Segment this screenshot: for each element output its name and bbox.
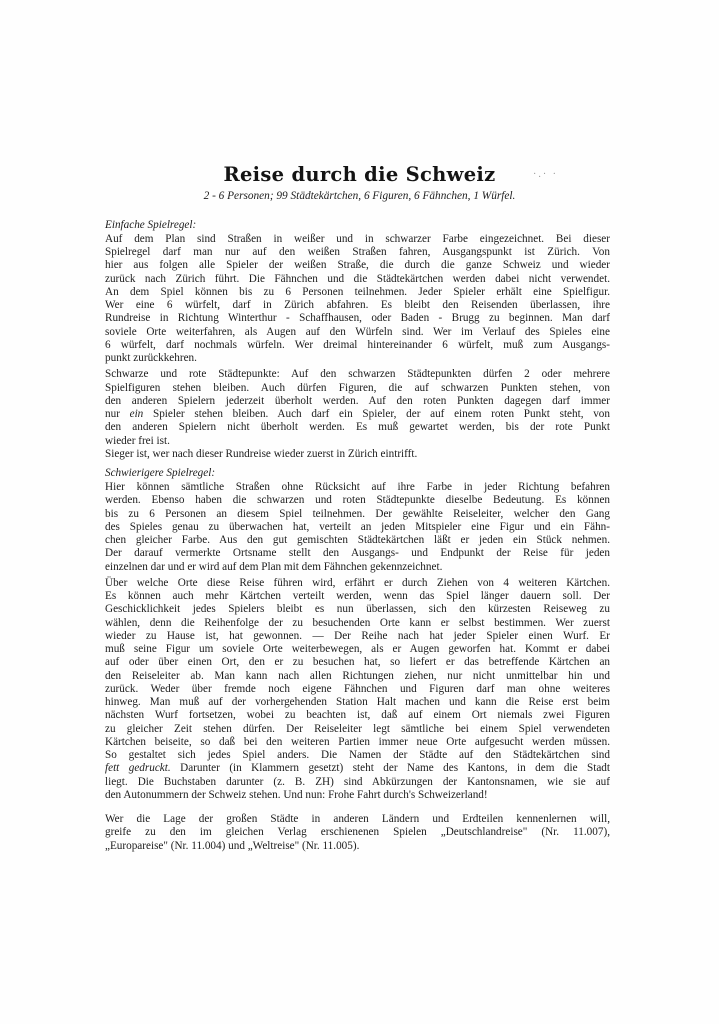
text-line: nächsten Wurf fortsetzen, wobei zu beachten ist, daß auf einem Ort niemals zwei Figuren	[105, 709, 610, 722]
paragraph	[105, 481, 610, 574]
scan-mark: ·.· ·	[533, 169, 558, 180]
paragraph	[105, 368, 610, 448]
closing-paragraph	[105, 813, 610, 853]
text-line: muß seine Figur um soviele Orte weiterbewegen, als er Augen geworfen hat. Kommt er dabei	[105, 643, 610, 656]
text-line: werden. Ebenso haben die schwarzen und roten Städtepunkte dieselbe Bedeutung. Es können	[105, 494, 610, 507]
text-line: Wer eine 6 würfelt, darf in Zürich abfahren. Es bleibt den Reisenden überlassen, ihre	[105, 299, 610, 312]
text-line: punkt zurückkehren.	[105, 352, 197, 365]
section-heading-simple-rules: Einfache Spielregel:	[105, 219, 197, 231]
paragraph	[105, 233, 610, 366]
text-line: Sieger ist, wer nach dieser Rundreise wieder zuerst in Zürich eintrifft.	[105, 447, 418, 460]
text-line: 6 würfelt, darf nochmals würfeln. Wer dreimal hintereinander 6 würfelt, muß zum Ausgangs-	[105, 338, 610, 351]
text-line: fett gedruckt. Darunter (in Klammern gesetzt) steht der Name des Kantons, in dem die Stadt	[105, 762, 610, 775]
text-line: So gestaltet sich jedes Spiel anders. Die Namen der Städte auf den Städtekärtchen sind	[105, 749, 610, 762]
text-line: zurück. Weder über fremde noch eigene Fähnchen und Figuren darf man ohne weiteres	[105, 682, 610, 695]
text-line: Es können auch mehr Kärtchen verteilt werden, wenn das Spiel länger dauern soll. Der	[105, 590, 610, 603]
text-line: Geschicklichkeit jedes Spielers bleibt es nun überlassen, sich den kürzesten Reiseweg zu	[105, 603, 610, 616]
text-line: Kärtchen beiseite, so daß bei den weiteren Partien immer neue Orte aufgesucht werden müssen.	[105, 735, 610, 748]
text-line: den anderen Spielern nicht überholt werden. Es muß gewartet werden, bis der rote Punkt	[105, 421, 610, 434]
text-line: zurück nach Zürich führt. Die Fähnchen und die Städtekärtchen werden dabei nicht verwendet.	[105, 272, 610, 285]
text-line: wieder zu Hause ist, hat gewonnen. — Der Reihe nach hat jeder Spieler einen Wurf. Er	[105, 629, 610, 642]
text-line: nur ein Spieler stehen bleiben. Auch darf ein Spieler, der auf einem roten Punkt steht, von	[105, 408, 610, 421]
text-line: bis zu 6 Personen an diesem Spiel teilnehmen. Der gewählte Reiseleiter, welcher den Gang	[105, 507, 610, 520]
text-line: Über welche Orte diese Reise führen wird, erfährt er durch Ziehen von 4 weiteren Kärtchen.	[105, 576, 610, 589]
text-line: An dem Spiel können bis zu 6 Personen teilnehmen. Jeder Spieler erhält eine Spielfigur.	[105, 285, 610, 298]
text-line: soviele Orte weiterfahren, als Augen auf den Würfeln sind. Wer im Verlauf des Spieles eine	[105, 325, 610, 338]
text-line: Auf dem Plan sind Straßen in weißer und in schwarzer Farbe eingezeichnet. Bei dieser	[105, 232, 610, 245]
text-line: einzelnen dar und er wird auf dem Plan mit dem Fähnchen gekennzeichnet.	[105, 560, 443, 573]
text-line: „Europareise" (Nr. 11.004) und „Weltreise" (Nr. 11.005).	[105, 839, 360, 852]
text-line: den anderen Spielern jederzeit überholt werden. Auf den roten Punkten dagegen darf immer	[105, 394, 610, 407]
text-line: hinweg. Man muß auf der vorhergehenden Station Halt machen und kann die Reise erst beim	[105, 696, 610, 709]
text-line: chen gleicher Farbe. Aus den gut gemischten Städtekärtchen läßt er jeden ein Stück nehmen.	[105, 534, 610, 547]
text-line: wieder frei ist.	[105, 434, 170, 447]
text-line: greife zu den im gleichen Verlag erschienenen Spielen „Deutschlandreise" (Nr. 11.007),	[105, 826, 610, 839]
text-line: hier aus folgen alle Spieler der weißen Straße, die durch die ganze Schweiz und wieder	[105, 259, 610, 272]
text-line: Der darauf vermerkte Ortsname stellt den Ausgangs- und Endpunkt der Reise für jeden	[105, 547, 610, 560]
text-line: Rundreise in Richtung Winterthur - Schaffhausen, oder Baden - Brugg zu beginnen. Man darf	[105, 312, 610, 325]
paragraph	[105, 448, 610, 461]
text-line: wählen, denn die Reihenfolge der zu besuchenden Orte kann er selbst bestimmen. Wer zuerst	[105, 616, 610, 629]
text-line: zu gleicher Zeit stehen dürfen. Der Reiseleiter legt sämtliche bei einem Spiel verwendeten	[105, 722, 610, 735]
text-line: Hier können sämtliche Straßen ohne Rücksicht auf ihre Farbe in jeder Richtung befahren	[105, 481, 610, 494]
text-line: Spielfiguren stehen bleiben. Auch dürfen Figuren, die auf schwarzen Punkten stehen, von	[105, 381, 610, 394]
text-line: den Autonummern der Schweiz stehen. Und nun: Frohe Fahrt durch's Schweizerland!	[105, 788, 488, 801]
text-line: Wer die Lage der großen Städte in anderen Ländern und Erdteilen kennenlernen will,	[105, 813, 610, 826]
document-body	[105, 218, 610, 853]
section-heading-advanced-rules: Schwierigere Spielregel:	[105, 467, 216, 480]
paragraph	[105, 577, 610, 802]
page-subtitle: 2 - 6 Personen; 99 Städtekärtchen, 6 Figuren, 6 Fähnchen, 1 Würfel.	[203, 190, 516, 202]
text-line: den Reiseleiter ab. Man kann nach allen Richtungen ziehen, nur nicht unmittelbar hin und	[105, 669, 610, 682]
text-line: des Spieles genau zu überwachen hat, verteilt an jeden Mitspieler eine Figur und ein Fähn-	[105, 520, 610, 533]
text-line: liegt. Die Buchstaben darunter (z. B. ZH) sind Abkürzungen der Kantonsnamen, wie sie auf	[105, 775, 610, 788]
page-title: Reise durch die Schweiz	[223, 163, 496, 186]
text-line: Schwarze und rote Städtepunkte: Auf den schwarzen Städtepunkten dürfen 2 oder mehrere	[105, 368, 610, 381]
text-line: auf oder über einen Ort, den er zu besuchen hat, so liefert er das betreffende Kärtchen an	[105, 656, 610, 669]
text-line: Spielregel darf man nur auf den weißen Straßen fahren, Ausgangspunkt ist Zürich. Von	[105, 246, 610, 259]
